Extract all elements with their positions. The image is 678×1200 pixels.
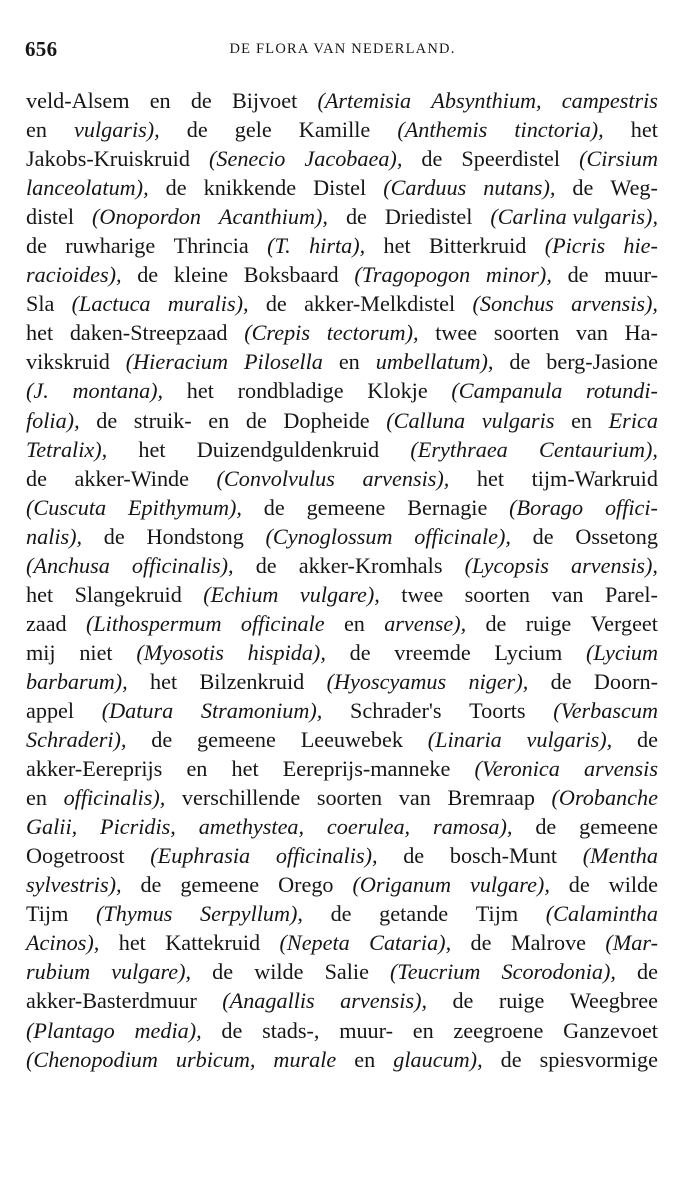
italic-word: officinalis),: [275, 843, 378, 869]
word: Driedistel: [384, 204, 473, 230]
word: Weg-: [610, 175, 658, 201]
word: Oogetroost: [26, 843, 125, 869]
italic-word: vulgaris: [481, 407, 555, 433]
italic-word: vulgare),: [111, 959, 192, 985]
word: Distel: [313, 175, 367, 201]
word: knikkende: [203, 175, 297, 201]
italic-word: niger),: [468, 668, 529, 694]
word: stads-,: [262, 1017, 320, 1043]
word: de: [568, 872, 590, 898]
italic-word: vulgare),: [469, 872, 550, 898]
italic-word: Acinos),: [26, 930, 100, 956]
text-line: [26, 86, 658, 115]
word: de: [26, 465, 47, 491]
italic-word: (Lactuca: [71, 291, 151, 317]
italic-word: (Myosotis: [136, 639, 224, 665]
italic-word: coerulea,: [326, 814, 411, 840]
word: de: [190, 88, 212, 113]
italic-word: (J.: [26, 378, 49, 404]
italic-word: sylvestris),: [26, 872, 122, 898]
word: Slangekruid: [74, 581, 182, 607]
word: akker-Kromhals: [298, 552, 443, 578]
italic-word: glaucum),: [393, 1046, 483, 1072]
word: Boksbaard: [243, 262, 339, 288]
italic-word: (Cirsium: [579, 146, 658, 172]
word: de: [345, 204, 367, 230]
word: akker-Eereprijs: [26, 756, 163, 782]
italic-word: media),: [134, 1017, 202, 1043]
word: de: [186, 117, 208, 143]
text-line: [26, 812, 658, 841]
italic-word: (Verbascum: [553, 697, 658, 723]
word: ruwharige: [65, 233, 156, 259]
italic-word: officinale),: [414, 523, 511, 549]
word: de: [535, 814, 557, 840]
word: de: [572, 175, 594, 201]
word: distel: [26, 204, 75, 230]
word: Eereprijs-manneke: [282, 756, 451, 782]
word: twee: [435, 320, 478, 346]
word: Klokje: [367, 378, 428, 404]
italic-word: nutans),: [483, 175, 556, 201]
word: Lycium: [494, 639, 563, 665]
italic-word: (Lithospermum: [85, 610, 222, 636]
italic-word: (Mentha: [582, 843, 658, 869]
italic-word: Scorodonia),: [501, 959, 616, 985]
word: van: [398, 785, 431, 811]
word: struik-: [133, 407, 192, 433]
italic-word: (Onopordon: [92, 204, 201, 230]
italic-word: (Orobanche: [551, 785, 658, 811]
italic-word: (Datura: [101, 697, 174, 723]
text-line: [26, 464, 658, 493]
italic-word: vulgare),: [299, 581, 380, 607]
word: de: [532, 523, 554, 549]
text-line: [26, 260, 658, 289]
text-line: [26, 928, 658, 957]
text-line: [26, 580, 658, 609]
word: getande: [379, 901, 449, 927]
word: van: [575, 320, 608, 346]
word: de: [421, 146, 443, 172]
word: vikskruid: [26, 349, 110, 375]
italic-word: (Anthemis: [397, 117, 488, 143]
text-line: [26, 347, 658, 376]
text-line: [26, 376, 658, 405]
italic-word: (Carlina vulgaris),: [490, 204, 658, 230]
word: Weegbree: [569, 988, 658, 1014]
text-line: [26, 899, 658, 928]
italic-word: Pilosella: [244, 349, 323, 375]
word: muur-: [339, 1017, 393, 1043]
italic-word: vulgaris),: [526, 727, 613, 753]
word: en: [26, 785, 47, 811]
word: de: [221, 1017, 243, 1043]
word: het: [150, 668, 178, 694]
word: en: [343, 610, 365, 636]
word: rondbladige: [237, 378, 344, 404]
text-line: [26, 231, 658, 260]
italic-word: (Cynoglossum: [265, 523, 393, 549]
text-line: [26, 870, 658, 899]
text-line: [26, 957, 658, 986]
word: de: [165, 175, 187, 201]
italic-word: Centaurium),: [539, 436, 658, 462]
italic-word: (Anagallis: [222, 988, 315, 1014]
italic-word: arvensis),: [340, 988, 428, 1014]
italic-word: (Calamintha: [545, 901, 658, 927]
italic-word: (T.: [267, 233, 291, 259]
word: het: [476, 465, 504, 491]
word: en: [338, 349, 360, 375]
word: Bilzenkruid: [199, 668, 305, 694]
word: de: [26, 233, 47, 259]
italic-word: Galii,: [26, 814, 78, 840]
italic-word: Tetralix),: [26, 436, 108, 462]
word: Bitterkruid: [428, 233, 527, 259]
word: Bernagie: [407, 494, 488, 520]
word: de: [140, 872, 162, 898]
word: het: [26, 581, 54, 607]
word: de: [470, 930, 492, 956]
italic-word: (Convolvulus: [216, 465, 335, 491]
italic-word: (Lycopsis: [464, 552, 549, 578]
word: soorten: [464, 581, 530, 607]
italic-word: (Artemisia: [317, 88, 412, 113]
italic-word: (Sonchus: [472, 291, 554, 317]
italic-word: Schraderi),: [26, 727, 127, 753]
word: spiesvormige: [539, 1046, 658, 1072]
italic-word: (Teucrium: [390, 959, 481, 985]
italic-word: (Calluna: [386, 407, 466, 433]
text-line: [26, 638, 658, 667]
text-line: [26, 435, 658, 464]
italic-word: Epithymum),: [127, 494, 242, 520]
italic-word: arvensis),: [362, 465, 450, 491]
word: het: [118, 930, 146, 956]
word: Toorts: [469, 697, 526, 723]
italic-word: tinctoria),: [514, 117, 604, 143]
word: appel: [26, 697, 75, 723]
italic-word: (Origanum: [352, 872, 452, 898]
italic-word: officinalis),: [63, 785, 166, 811]
text-line: [26, 202, 658, 231]
italic-word: rubium: [26, 959, 91, 985]
word: akker-Basterdmuur: [26, 988, 197, 1014]
word: vreemde: [394, 639, 471, 665]
italic-word: Stramonium),: [200, 697, 323, 723]
italic-word: (Borago: [509, 494, 584, 520]
word: van: [551, 581, 584, 607]
italic-word: muralis),: [167, 291, 249, 317]
word: de: [485, 610, 507, 636]
italic-word: minor),: [485, 262, 552, 288]
italic-word: (Nepeta: [279, 930, 350, 956]
word: de: [151, 727, 173, 753]
word: de: [265, 291, 287, 317]
word: tijm-Warkruid: [531, 465, 658, 491]
word: Leeuwebek: [300, 727, 403, 753]
italic-word: Erica: [608, 407, 658, 433]
word: akker-Melkdistel: [304, 291, 456, 317]
word: Jakobs-Kruiskruid: [26, 146, 190, 172]
italic-word: (Carduus: [383, 175, 467, 201]
italic-word: arvensis),: [571, 552, 658, 578]
word: de: [452, 988, 474, 1014]
italic-word: offici-: [604, 494, 658, 520]
italic-word: hie-: [623, 233, 658, 259]
word: de: [263, 494, 285, 520]
italic-word: rotundi-: [586, 378, 658, 404]
word: de: [637, 727, 658, 753]
italic-word: Serpyllum),: [200, 901, 303, 927]
word: de: [509, 349, 531, 375]
word: Thrincia: [173, 233, 249, 259]
italic-word: lanceolatum),: [26, 175, 149, 201]
text-line: [26, 783, 658, 812]
italic-word: (Campanula: [451, 378, 563, 404]
word: Vergeet: [590, 610, 658, 636]
word: Kamille: [298, 117, 371, 143]
word: Speerdistel: [461, 146, 561, 172]
italic-word: Absynthium,: [431, 88, 542, 113]
text-line: [26, 696, 658, 725]
word: wilde: [608, 872, 658, 898]
text-line: [26, 1045, 658, 1074]
text-line: [26, 609, 658, 638]
word: de: [137, 262, 159, 288]
italic-word: arvense),: [384, 610, 467, 636]
word: gemeene: [197, 727, 276, 753]
word: en: [186, 756, 208, 782]
word: Ganzevoet: [563, 1017, 658, 1043]
word: Sla: [26, 291, 55, 317]
italic-word: montana),: [72, 378, 164, 404]
text-line: [26, 754, 658, 783]
italic-word: Cataria),: [369, 930, 452, 956]
italic-word: (Mar-: [605, 930, 658, 956]
word: Malrove: [510, 930, 587, 956]
word: en: [354, 1046, 376, 1072]
word: het: [630, 117, 658, 143]
word: muur-: [604, 262, 658, 288]
word: Hondstong: [146, 523, 244, 549]
text-line: [26, 841, 658, 870]
word: de: [212, 959, 234, 985]
italic-word: ramosa),: [432, 814, 513, 840]
word: en: [412, 1017, 434, 1043]
italic-word: arvensis: [584, 756, 658, 782]
text-line: [26, 725, 658, 754]
word: de: [567, 262, 589, 288]
word: Bijvoet: [231, 88, 298, 113]
italic-word: tectorum),: [326, 320, 419, 346]
word: de: [330, 901, 352, 927]
italic-word: campestris: [561, 88, 658, 113]
word: Ha-: [624, 320, 658, 346]
word: berg-Jasione: [546, 349, 658, 375]
italic-word: (Cuscuta: [26, 494, 107, 520]
italic-word: (Linaria: [427, 727, 502, 753]
word: het: [138, 436, 166, 462]
italic-word: (Chenopodium: [26, 1046, 158, 1072]
italic-word: nalis),: [26, 523, 83, 549]
word: Kattekruid: [165, 930, 261, 956]
word: de: [637, 959, 658, 985]
word: ruige: [498, 988, 545, 1014]
word: gemeene: [180, 872, 260, 898]
word: Tijm: [475, 901, 519, 927]
word: de: [349, 639, 371, 665]
word: Orego: [278, 872, 334, 898]
word: niet: [79, 639, 113, 665]
word: het: [186, 378, 214, 404]
italic-word: hirta),: [309, 233, 366, 259]
italic-word: (Senecio: [208, 146, 286, 172]
word: en: [208, 407, 230, 433]
word: de: [403, 843, 425, 869]
word: het: [26, 320, 54, 346]
italic-word: (Tragopogon: [354, 262, 471, 288]
word: soorten: [316, 785, 383, 811]
text-line: [26, 1016, 658, 1045]
text-line: [26, 986, 658, 1015]
italic-word: (Thymus: [96, 901, 173, 927]
word: en: [149, 88, 171, 113]
italic-word: amethystea,: [198, 814, 305, 840]
text-line: [26, 289, 658, 318]
text-line: [26, 144, 658, 173]
italic-word: (Veronica: [474, 756, 560, 782]
word: de: [96, 407, 118, 433]
italic-word: officinale: [240, 610, 325, 636]
word: zaad: [26, 610, 67, 636]
page-number: 656: [25, 37, 58, 61]
italic-word: urbicum,: [175, 1046, 256, 1072]
word: kleine: [173, 262, 229, 288]
italic-word: (Euphrasia: [150, 843, 251, 869]
word: bosch-Munt: [449, 843, 558, 869]
text-line: [26, 173, 658, 202]
word: Parel-: [604, 581, 658, 607]
running-header: [25, 37, 660, 67]
word: het: [383, 233, 411, 259]
word: akker-Winde: [74, 465, 189, 491]
running-title: DE FLORA VAN NEDERLAND.: [229, 41, 456, 57]
text-line: [26, 667, 658, 696]
word: mij: [26, 639, 56, 665]
italic-word: barbarum),: [26, 668, 128, 694]
text-line: [26, 318, 658, 347]
italic-word: (Erythraea: [410, 436, 508, 462]
italic-word: (Crepis: [244, 320, 310, 346]
text-line: [26, 551, 658, 580]
italic-word: vulgaris),: [74, 117, 160, 143]
word: het: [231, 756, 259, 782]
word: gemeene: [306, 494, 386, 520]
word: Schrader's: [350, 697, 442, 723]
italic-word: officinalis),: [131, 552, 234, 578]
italic-word: (Hieracium: [125, 349, 229, 375]
word: Bremraap: [447, 785, 535, 811]
italic-word: murale: [273, 1046, 337, 1072]
text-line: [26, 493, 658, 522]
italic-word: racioides),: [26, 262, 122, 288]
italic-word: umbellatum),: [375, 349, 494, 375]
word: Ossetong: [575, 523, 658, 549]
word: ruige: [525, 610, 572, 636]
word: wilde: [254, 959, 304, 985]
italic-word: hispida),: [247, 639, 326, 665]
italic-word: (Picris: [544, 233, 606, 259]
italic-word: arvensis),: [571, 291, 658, 317]
word: en: [571, 407, 593, 433]
word: twee: [401, 581, 444, 607]
word: Doorn-: [593, 668, 658, 694]
italic-word: folia),: [26, 407, 80, 433]
word: veld-Alsem: [26, 88, 130, 113]
italic-word: Acanthium),: [218, 204, 328, 230]
word: daken-Streepzaad: [69, 320, 228, 346]
word: Dopheide: [283, 407, 370, 433]
text-line: [26, 115, 658, 144]
word: gemeene: [579, 814, 658, 840]
word: de: [550, 668, 572, 694]
italic-word: (Hyoscyamus: [326, 668, 447, 694]
word: zeegroene: [453, 1017, 544, 1043]
word: Tijm: [26, 901, 69, 927]
word: en: [26, 117, 47, 143]
word: de: [245, 407, 267, 433]
italic-word: (Anchusa: [26, 552, 110, 578]
word: Salie: [324, 959, 369, 985]
italic-word: Picridis,: [100, 814, 176, 840]
word: verschillende: [181, 785, 301, 811]
text-line: [26, 522, 658, 551]
word: de: [103, 523, 125, 549]
word: soorten: [493, 320, 560, 346]
italic-word: (Echium: [203, 581, 279, 607]
italic-word: Jacobaea),: [304, 146, 403, 172]
word: de: [255, 552, 277, 578]
italic-word: (Lycium: [585, 639, 658, 665]
italic-word: (Plantago: [26, 1017, 115, 1043]
word: Duizendguldenkruid: [196, 436, 380, 462]
body-text: [26, 86, 658, 1074]
word: de: [500, 1046, 522, 1072]
text-line: [26, 406, 658, 435]
word: gele: [234, 117, 272, 143]
